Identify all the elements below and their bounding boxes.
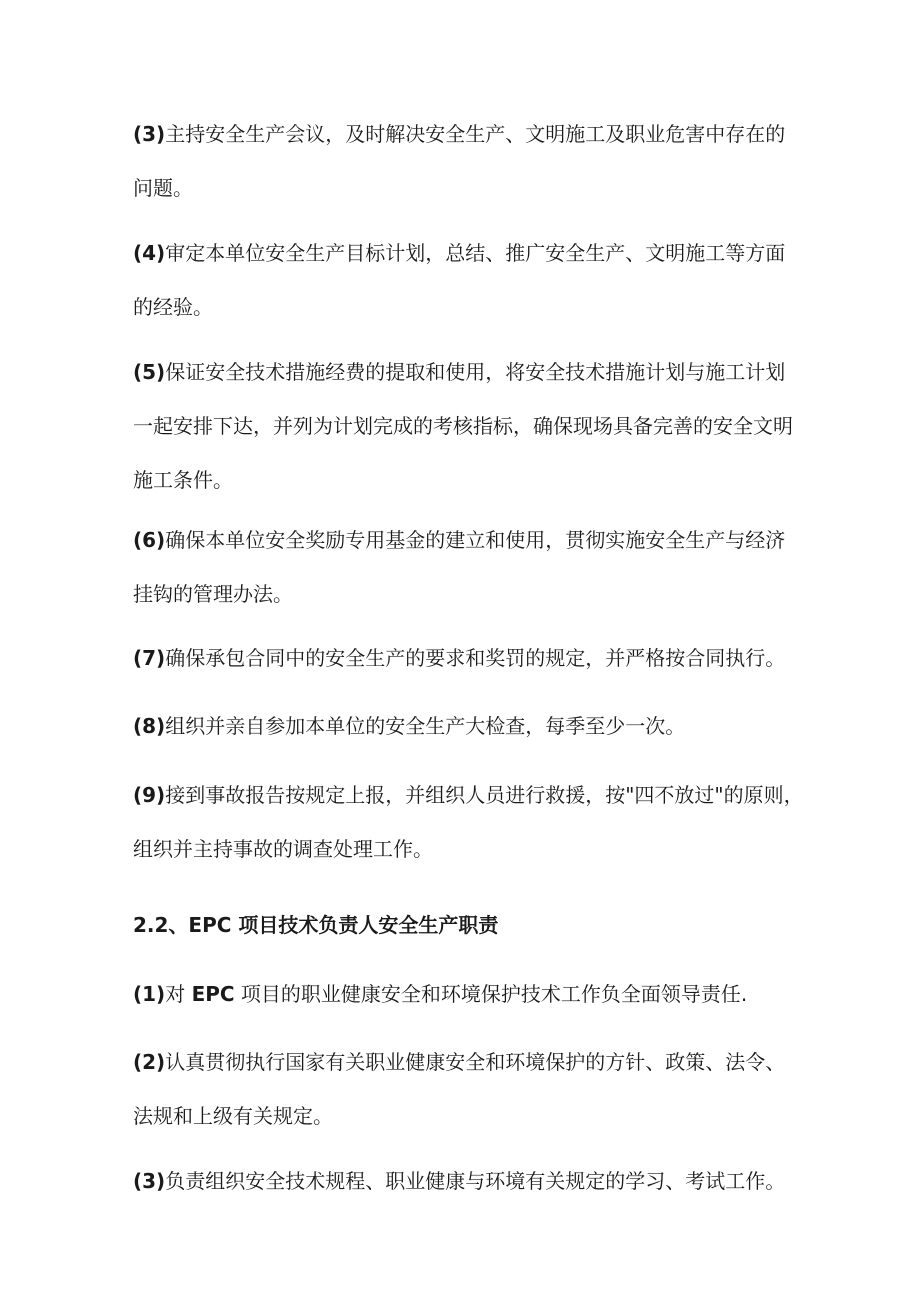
list-item (133, 345, 793, 507)
item-number: (8) (133, 714, 166, 738)
item-text: 组织并亲自参加本单位的安全生产大检查，每季至少一次。 (165, 714, 686, 738)
item-number: (7) (133, 646, 166, 670)
list-item (133, 107, 793, 215)
item-number: (4) (133, 241, 166, 265)
item-number: (2) (133, 1050, 166, 1074)
item-text: 确保本单位安全奖励专用基金的建立和使用，贯彻实施安全生产与经济 (165, 528, 786, 552)
item-text: 的经验。 (133, 295, 213, 319)
item-text: 法规和上级有关规定。 (133, 1104, 333, 1128)
list-item (133, 226, 793, 334)
list-item (133, 699, 793, 753)
item-text: 认真贯彻执行国家有关职业健康安全和环境保护的方针、政策、法令、 (165, 1050, 786, 1074)
item-number: (1) (133, 982, 166, 1006)
item-text-prefix: 对 (165, 982, 192, 1006)
item-text: 审定本单位安全生产目标计划，总结、推广安全生产、文明施工等方面 (165, 241, 786, 265)
item-text: 保证安全技术措施经费的提取和使用，将安全技术措施计划与施工计划 (165, 360, 786, 384)
list-item (133, 631, 793, 685)
item-text: 一起安排下达，并列为计划完成的考核指标，确保现场具备完善的安全文明 (133, 414, 793, 438)
item-text: 组织并主持事故的调查处理工作。 (133, 837, 433, 861)
item-text-bold: EPC (191, 982, 235, 1006)
list-item (133, 513, 793, 621)
item-text: 确保承包合同中的安全生产的要求和奖罚的规定，并严格按合同执行。 (165, 646, 786, 670)
item-text: 负责组织安全技术规程、职业健康与环境有关规定的学习、考试工作。 (165, 1169, 786, 1193)
list-item (133, 1035, 793, 1143)
item-text: 施工条件。 (133, 468, 233, 492)
item-number: (3) (133, 1169, 166, 1193)
list-item (133, 967, 793, 1021)
item-text: 挂钩的管理办法。 (133, 582, 293, 606)
item-text: 项目的职业健康安全和环境保护技术工作负全面领导责任. (234, 982, 748, 1006)
item-number: (6) (133, 528, 166, 552)
list-item (133, 1154, 793, 1208)
item-text: 问题。 (133, 176, 193, 200)
item-number: (9) (133, 783, 166, 807)
item-text: 主持安全生产会议，及时解决安全生产、文明施工及职业危害中存在的 (165, 122, 786, 146)
list-item (133, 768, 804, 876)
item-number: (5) (133, 360, 166, 384)
item-text: 接到事故报告按规定上报，并组织人员进行救援，按"四不放过"的原则， (165, 783, 804, 807)
section-heading: 2.2、EPC 项目技术负责人安全生产职责 (133, 913, 499, 937)
item-number: (3) (133, 122, 166, 146)
